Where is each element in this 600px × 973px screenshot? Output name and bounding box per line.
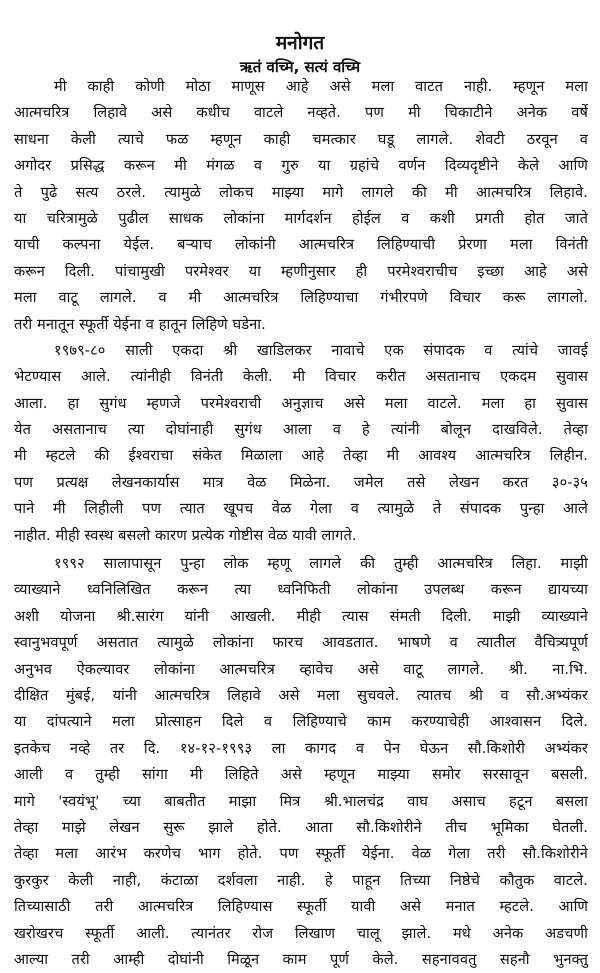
text-line: पाने मी लिहीली पण त्यात खूपच वेळ गेला व त्यामुळे ते संपादक पुन्हा आले bbox=[14, 500, 588, 518]
text-line: तेव्हा माझे लेखन सुरू झाले होते. आता सौ.किशोरीने तीच भूमिका घेतली. bbox=[14, 818, 588, 836]
text-line: ते पुढे सत्य ठरले. त्यामुळे लोकच माझ्या मागे लागले की मी आत्मचरित्र लिहावे. bbox=[14, 183, 588, 201]
document-body bbox=[14, 74, 588, 973]
text-line: खरोखरच स्फूर्ती आली. त्यानंतर रोज लिखाण चालू झाले. मधे अनेक अडचणी bbox=[14, 924, 588, 942]
text-line: मागे 'स्वयंभू' च्या बाबतीत माझा मित्र श्री.भालचंद्र वाघ असाच हटून बसला bbox=[14, 792, 588, 810]
text-line: तरी मनातून स्फूर्ती येईना व हातून लिहिणे घडेना. bbox=[14, 315, 266, 333]
page-title: मनोगत bbox=[275, 32, 325, 54]
text-line: आला. हा सुगंध म्हणजे परमेश्वराची अनुज्ञाच असे मला वाटले. मला हा सुवास bbox=[14, 394, 588, 412]
text-line: १९९२ सालापासून पुन्हा लोक म्हणू लागले की तुम्ही आत्मचरित्र लिहा. माझी bbox=[54, 555, 588, 573]
text-line: तेव्हा मला आरंभ करणेच भाग होते. पण स्फूर्ती येईना. वेळ गेला तरी सौ.किशोरीने bbox=[14, 845, 588, 863]
text-line: कुरकुर केली नाही, कंटाळा दर्शवला नाही. हे पाहून तिच्या निष्ठेचे कौतुक वाटले. bbox=[14, 871, 588, 889]
text-line: पण प्रत्यक्ष लेखनकार्यास मात्र वेळ मिळेना. जमेल तसे लेखन करत ३०-३५ bbox=[14, 473, 588, 491]
text-line: नाहीत. मीही स्वस्थ बसलो कारण प्रत्येक गोष्टीस वेळ यावी लागते. bbox=[14, 526, 357, 544]
text-line: १९७९-८० साली एकदा श्री खाडिलकर नावाचे एक संपादक व त्यांचे जावई bbox=[54, 341, 588, 359]
text-line: या दांपत्याने मला प्रोत्साहन दिले व लिहिण्याचे काम करण्याचेही आश्वासन दिले. bbox=[14, 713, 588, 731]
text-line: स्वानुभवपूर्ण असतात त्यामुळे लोकांना फारच आवडतात. भाषणे व त्यातील वैचित्र्यपूर्ण bbox=[14, 634, 588, 652]
text-line: भेटण्यास आले. त्यांनीही विनंती केली. मी विचार करीत असतानाच एकदम सुवास bbox=[14, 368, 588, 386]
text-line: आत्मचरित्र लिहावे असे कधीच वाटले नव्हते. पण मी चिकाटीने अनेक वर्षे bbox=[14, 104, 588, 122]
text-line: करून दिली. पांचामुखी परमेश्वर या म्हणीनुसार ही परमेश्वराचीच इच्छा आहे असे bbox=[14, 262, 588, 280]
text-line: आली व तुम्ही सांगा मी लिहिते असे म्हणून माझ्या समोर सरसावून बसली. bbox=[14, 766, 588, 784]
text-line: इतकेच नव्हे तर दि. १४-१२-१९९३ ला कागद व पेन घेऊन सौ.किशोरी अभ्यंकर bbox=[14, 739, 588, 757]
paragraph-2 bbox=[14, 338, 588, 549]
text-line: अनुभव ऐकल्यावर लोकांना आत्मचरित्र व्हावेच असे वाटू लागले. श्री. ना.भि. bbox=[14, 660, 588, 678]
text-line: मी म्हटले की ईश्वराचा संकेत मिळाला आहे तेव्हा मी आवश्य आत्मचरित्र लिहीन. bbox=[14, 447, 588, 465]
text-line: अशी योजना श्री.सारंग यांनी आखली. मीही त्यास संमती दिली. माझी व्याख्याने bbox=[14, 607, 588, 625]
text-line: दीक्षित मुंबई, यांनी आत्मचरित्र लिहावे असे मला सुचवले. त्यातच श्री व सौ.अभ्यंकर bbox=[14, 686, 588, 704]
page-subtitle: ऋतं वच्मि, सत्यं वच्मि bbox=[239, 58, 361, 76]
text-line: व्याख्याने ध्वनिलिखित करून त्या ध्वनिफिती लोकांना उपलब्ध करून द्यायच्या bbox=[14, 581, 588, 599]
text-line: मी काही कोणी मोठा माणूस आहे असे मला वाटत नाही. म्हणून मला bbox=[54, 78, 588, 95]
text-line: साधना केली त्याचे फळ म्हणून काही चमत्कार घडू लागले. शेवटी ठरवून व bbox=[14, 130, 588, 148]
text-line: अगोदर प्रसिद्ध करून मी मंगळ व गुरु या ग्रहांचे वर्णन दिव्यदृष्टीने केले आणि bbox=[14, 157, 588, 175]
text-line: आल्या तरी आम्ही दोघांनी मिळून काम पूर्ण केले. सहनाववतु सहनौ भुनक्तु bbox=[14, 950, 588, 968]
text-line: मला वाटू लागले. व मी आत्मचरित्र लिहिण्याचा गंभीरपणे विचार करू लागलो. bbox=[14, 289, 588, 307]
text-line: या चरित्रामुळे पुढील साधक लोकांना मार्गदर्शन होईल व कशी प्रगती होत जाते bbox=[14, 209, 588, 227]
paragraph-1 bbox=[14, 74, 588, 338]
text-line: तिच्यासाठी तरी आत्मचरित्र लिहिण्यास स्फूर्ती यावी असे मनात म्हटले. आणि bbox=[14, 898, 588, 916]
text-line: याची कल्पना येईल. बऱ्याच लोकांनी आत्मचरित्र लिहिण्याची प्रेरणा मला विनंती bbox=[14, 236, 588, 254]
text-line: येत असतानाच त्या दोघांनाही सुगंध आला व हे त्यांनी बोलून दाखविले. तेव्हा bbox=[14, 421, 588, 439]
paragraph-3 bbox=[14, 551, 588, 973]
